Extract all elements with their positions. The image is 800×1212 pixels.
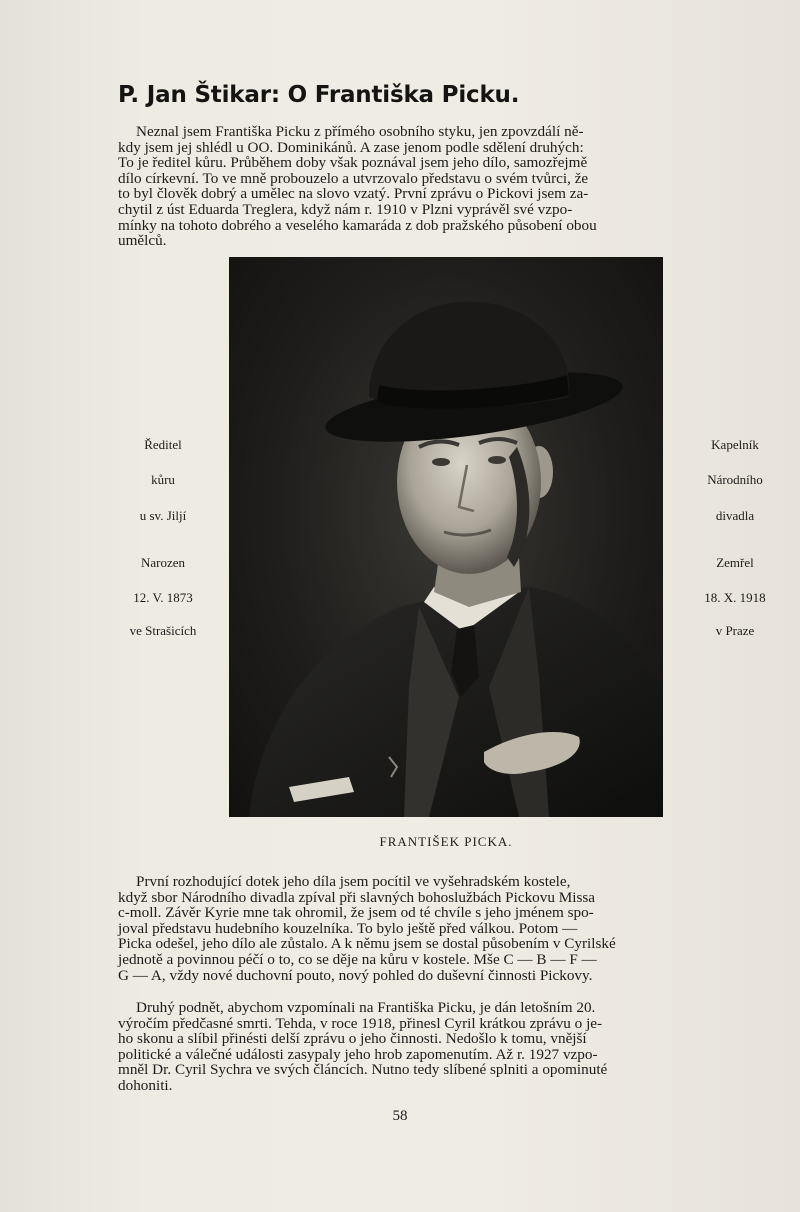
text-line: výročím předčasné smrti. Tehda, v roce 1918, přinesl Cyril krátkou zprávu o je- bbox=[118, 1014, 603, 1032]
text-line: mínky na tohoto dobrého a veselého kamaráda z dob pražského působení obou bbox=[118, 216, 597, 234]
text-line: chytil z úst Eduarda Treglera, když nám r. 1910 v Plzni vyprávěl své vzpo- bbox=[118, 200, 573, 218]
text-line: První rozhodující dotek jeho díla jsem pocítil ve vyšehradském kostele, bbox=[136, 873, 571, 890]
left-caption-line: Ředitel bbox=[144, 437, 182, 452]
left-caption-line: Narozen bbox=[140, 555, 186, 570]
text-line: to byl člověk dobrý a umělec na slovo vzatý. První zprávu o Pickovi jsem za- bbox=[118, 185, 589, 203]
text-line: jednotě a povinnou péčí o to, co se děje na kůru v kostele. Mše C — B — F — bbox=[118, 950, 597, 968]
left-caption-line: kůru bbox=[151, 472, 175, 487]
text-line: Neznal jsem Františka Picku z přímého osobního styku, jen zpovzdálí ně- bbox=[136, 123, 584, 140]
text-line: mněl Dr. Cyril Sychra ve svých článcích. Nutno tedy slíbené splniti a opominuté bbox=[118, 1061, 608, 1079]
right-caption-line: v Praze bbox=[715, 623, 755, 638]
text-line: dohoniti. bbox=[118, 1076, 173, 1094]
text-line: umělců. bbox=[118, 232, 167, 250]
left-caption-line: ve Strašicích bbox=[129, 623, 197, 638]
text-line: Druhý podnět, abychom vzpomínali na Františka Picku, je dán letošním 20. bbox=[136, 999, 596, 1016]
page-number: 58 bbox=[392, 1108, 408, 1124]
right-caption-line: 18. X. 1918 bbox=[704, 590, 766, 605]
body-paragraph-1 bbox=[118, 874, 774, 983]
right-caption-line: Zemřel bbox=[716, 555, 754, 570]
text-line: c-moll. Závěr Kyrie mne tak ohromil, že jsem od té chvíle s jeho jménem spo- bbox=[118, 904, 594, 922]
text-line: To je ředitel kůru. Průběhem doby však poznával jsem jeho dílo, samozřejmě bbox=[118, 154, 588, 172]
text-line: G — A, vždy nové duchovní pouto, nový pohled do duševní činnosti Pickovy. bbox=[118, 966, 593, 984]
right-caption-line: Kapelník bbox=[711, 437, 759, 452]
body-paragraph-2 bbox=[118, 1000, 774, 1094]
left-caption-line: 12. V. 1873 bbox=[133, 590, 193, 605]
text-line: ho skonu a slíbil přinésti delší zprávu o jeho činnosti. Nedošlo k tomu, vnější bbox=[118, 1030, 587, 1048]
article-title: P. Jan Štikar: O Františka Picku. bbox=[118, 82, 520, 108]
text-line: Picka odešel, jeho dílo ale zůstalo. A k němu jsem se dostal působením v Cyrilské bbox=[118, 935, 616, 953]
portrait-caption: FRANTIŠEK PICKA. bbox=[379, 834, 513, 849]
left-caption-line: u sv. Jiljí bbox=[139, 508, 187, 523]
text-line: kdy jsem jej shlédl u OO. Dominikánů. A zase jenom podle sdělení druhých: bbox=[118, 138, 584, 156]
text-line: joval představu hudebního kouzelníka. To bylo ještě před válkou. Potom — bbox=[118, 919, 578, 937]
text-line: politické a válečné události zasypaly jeho hrob zapomenutím. Až r. 1927 vzpo- bbox=[118, 1045, 598, 1063]
right-caption-line: divadla bbox=[715, 508, 755, 523]
right-caption-line: Národního bbox=[707, 472, 763, 487]
portrait-photo bbox=[229, 257, 663, 817]
text-line: když sbor Národního divadla zpíval při slavných bohoslužbách Pickovu Missa bbox=[118, 888, 596, 906]
text-line: dílo církevní. To ve mně probouzelo a utvrzovalo představu o svém tvůrci, že bbox=[118, 169, 589, 187]
intro-paragraph bbox=[118, 124, 774, 249]
portrait-illustration bbox=[229, 257, 663, 817]
